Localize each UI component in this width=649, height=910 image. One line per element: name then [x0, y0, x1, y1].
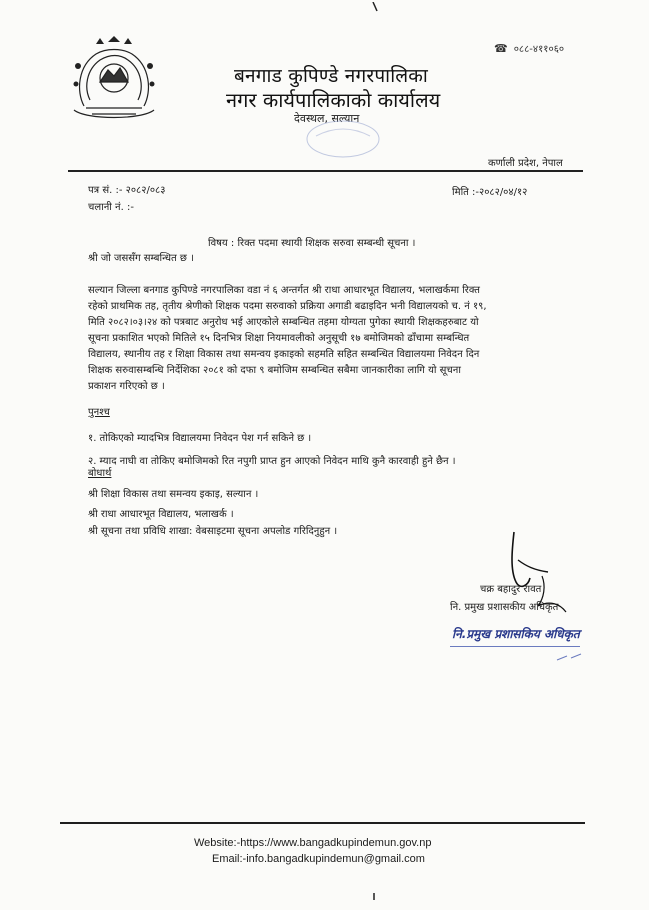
signatory-name: चक्र बहादुर रावत [480, 584, 542, 595]
office-name: नगर कार्यपालिकाको कार्यालय [226, 88, 441, 112]
body-line: सूचना प्रकाशित भएको मितिले १५ दिनभित्र शिक्षा नियमावलीको अनुसूची १७ बमोजिमको ढाँचामा सम्बन्धित [88, 333, 470, 344]
cc-title: बोधार्थ [88, 468, 112, 479]
cc-item: श्री राधा आधारभूत विद्यालय, भलाखर्क । [88, 509, 234, 520]
scan-mark [372, 893, 376, 901]
telephone-icon: ☎ [494, 42, 508, 55]
handwritten-signature-icon [490, 520, 570, 630]
postscript-item: १. तोकिएको म्यादभित्र विद्यालयमा निवेदन पेश गर्न सकिने छ । [88, 433, 312, 444]
postscript-title: पुनश्च [88, 407, 110, 418]
letter-subject: विषय : रिक्त पदमा स्थायी शिक्षक सरुवा सम्बन्धी सूचना । [208, 238, 416, 249]
letter-number: पत्र सं. :- २०८२/०८३ [88, 185, 166, 196]
body-line: विद्यालय, स्थानीय तह र शिक्षा विकास तथा समन्वय इकाइको सहमति सहित सम्बन्धित विद्यालयमा निवेदन दिन [88, 349, 480, 360]
letter-date: मिति :-२०८२/०४/१२ [452, 187, 528, 198]
phone-text: ०८८-४११०६० [513, 44, 565, 55]
designation-stamp: नि.प्रमुख प्रशासकिय अधिकृत [452, 627, 580, 641]
postscript-item: २. म्याद नाघी वा तोकिए बमोजिमको रित नपुगी प्राप्त हुन आएको निवेदन माथि कुनै कारवाही हुने छैन । [88, 456, 456, 467]
office-location: देवस्थल, सल्यान [294, 112, 360, 125]
government-emblem-icon [66, 36, 162, 124]
footer-email: Email:-info.bangadkupindemun@gmail.com [212, 853, 425, 865]
cc-item: श्री सूचना तथा प्रविधि शाखा: वेबसाइटमा सूचना अपलोड गरिदिनुहुन । [88, 526, 338, 537]
signatory-title: नि. प्रमुख प्रशासकीय अधिकृत [450, 602, 559, 613]
province-label: कर्णाली प्रदेश, नेपाल [488, 158, 563, 169]
salutation: श्री जो जससँग सम्बन्धित छ । [88, 253, 194, 264]
cc-item: श्री शिक्षा विकास तथा समन्वय इकाइ, सल्यान । [88, 489, 259, 500]
body-line: सल्यान जिल्ला बनगाड कुपिण्डे नगरपालिका वडा नं ६ अन्तर्गत श्री राधा आधारभूत विद्यालय, भलाखर्कमा रिक्त [88, 285, 480, 296]
body-line: शिक्षक सरुवासम्बन्धि निर्देशिका २०८१ को दफा ९ बमोजिम सम्बन्धित सबैमा जानकारीका लागि यो सूचना [88, 365, 461, 376]
body-line: प्रकाशन गरिएको छ । [88, 381, 165, 392]
footer-website: Website:-https://www.bangadkupindemun.gov.np [194, 837, 432, 849]
body-line: मिति २०८२।०३।२४ को पत्रबाट अनुरोध भई आएकोले सम्बन्धित तहमा योग्यता पुगेका स्थायी शिक्षकहरुबाट यो [88, 317, 479, 328]
organization-name: बनगाड कुपिण्डे नगरपालिका [234, 65, 428, 87]
scan-mark [372, 2, 378, 12]
body-line: रहेको प्राथमिक तह, तृतीय श्रेणीको शिक्षक पदमा सरुवाको प्रक्रिया अगाडी बढाइदिन भनी विद्यालयको च. नं १९, [88, 301, 487, 312]
header-divider [68, 170, 583, 172]
footer-divider [60, 822, 585, 824]
phone-number [494, 41, 564, 55]
stamp-underline [450, 646, 580, 647]
notice-body [88, 283, 580, 395]
dispatch-number: चलानी नं. :- [88, 202, 134, 213]
faint-stamp-icon [302, 116, 384, 162]
ink-mark-icon [555, 650, 585, 664]
